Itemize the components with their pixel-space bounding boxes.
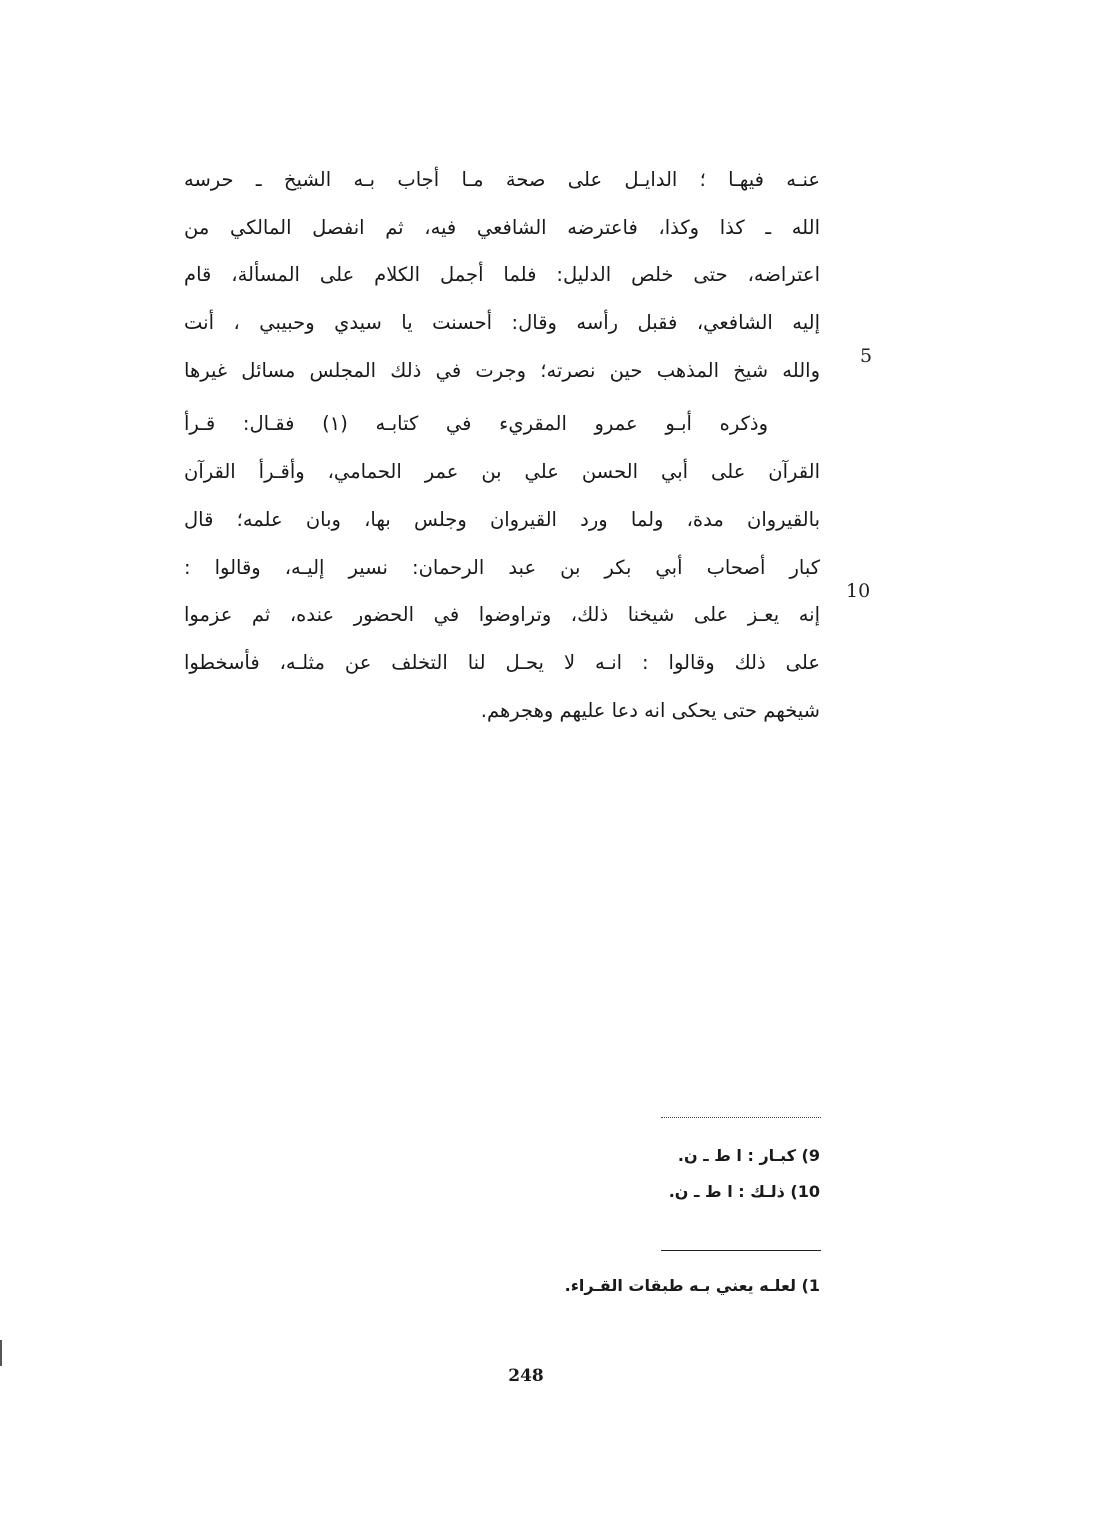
- text-line: اعتراضه، حتى خلص الدليل: فلما أجمل الكلام على المسألة، قام: [184, 263, 820, 287]
- page-number: 248: [508, 1366, 544, 1386]
- scan-edge-mark: [0, 1340, 2, 1366]
- text-line: على ذلك وقالوا : انـه لا يحـل لنا التخلف عن مثلـه، فأسخطوا: [184, 650, 820, 674]
- text-line: والله شيخ المذهب حين نصرته؛ وجرت في ذلك المجلس مسائل غيرها: [184, 358, 820, 382]
- footnote: 1) لعلـه يعني بـه طبقات القـراء.: [564, 1276, 820, 1295]
- text-line: إنه يعـز على شيخنا ذلك، وتراوضوا في الحضور عنده، ثم عزموا: [184, 603, 820, 627]
- text-line: الله ـ كذا وكذا، فاعترضه الشافعي فيه، ثم انفصل المالكي من: [184, 215, 820, 239]
- textual-variants: [520, 1138, 820, 1210]
- text-line: القرآن على أبي الحسن علي بن عمر الحمامي، وأقـرأ القرآن: [184, 460, 820, 484]
- variant-note: 9) كبـار : ا ط ـ ن.: [677, 1146, 820, 1165]
- text-line: بالقيروان مدة، ولما ورد القيروان وجلس بها، وبان علمه؛ قال: [184, 507, 820, 531]
- text-line: كبار أصحاب أبي بكر بن عبد الرحمان: نسير إليـه، وقالوا :: [184, 555, 820, 579]
- paragraph-start-line: وذكره أبـو عمرو المقريء في كتابـه (١) فقـال: قـرأ: [184, 412, 768, 436]
- text-line: عنـه فيهـا ؛ الدايـل على صحة مـا أجاب بـه الشيخ ـ حرسه: [184, 168, 820, 191]
- variants-separator-dotted: [661, 1117, 821, 1118]
- footnote-separator: [661, 1250, 821, 1251]
- variant-note: 10) ذلـك : ا ط ـ ن.: [668, 1182, 820, 1201]
- line-number-5: 5: [860, 345, 873, 367]
- line-number-10: 10: [846, 580, 871, 602]
- main-text-block: [184, 156, 820, 734]
- text-line-final: شيخهم حتى يحكى انه دعا عليهم وهجرهم.: [480, 698, 820, 722]
- text-line: إليه الشافعي، فقبل رأسه وقال: أحسنت يا سيدي وحبيبي ، أنت: [184, 311, 820, 335]
